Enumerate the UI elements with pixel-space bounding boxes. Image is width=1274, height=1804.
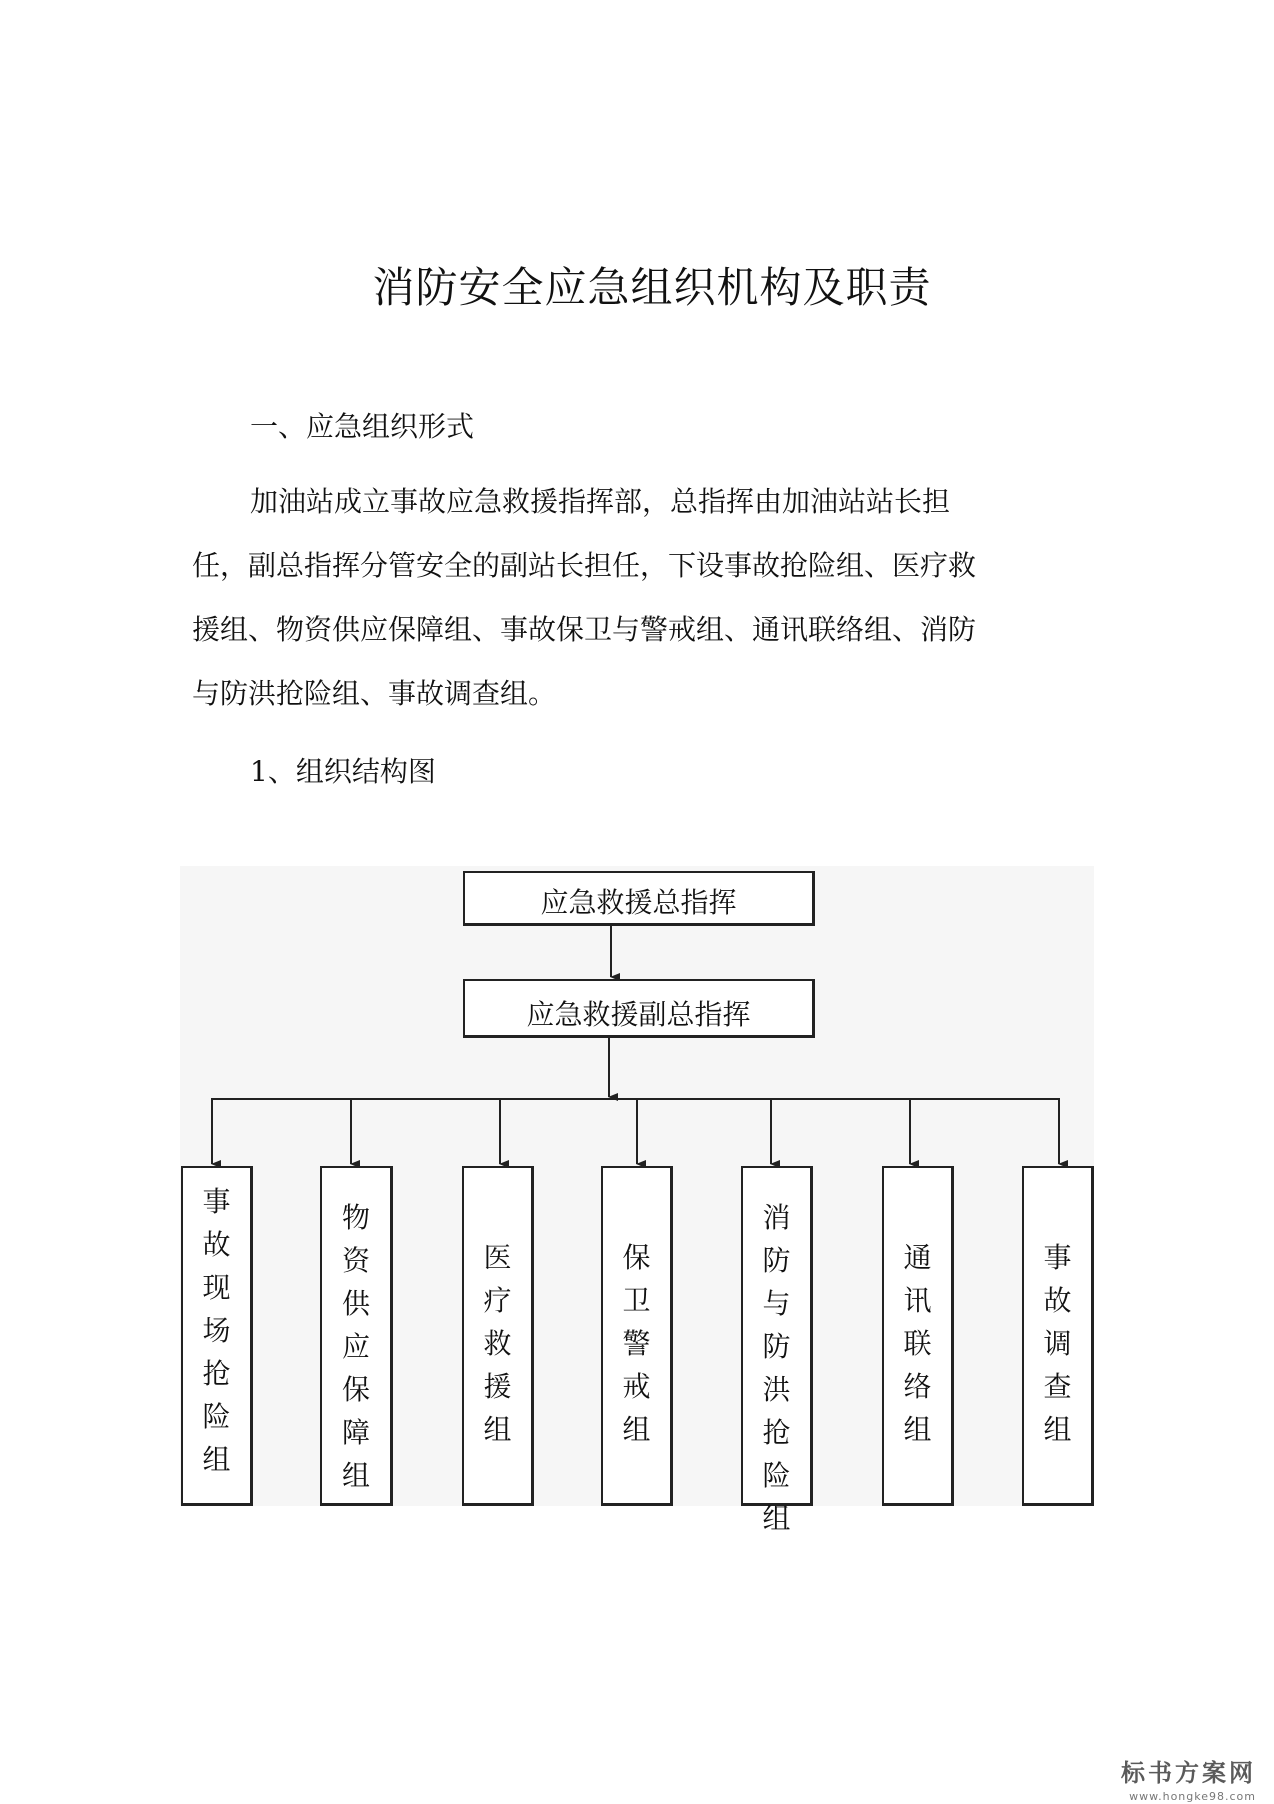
- group-label: 事故现场抢险组: [202, 1185, 231, 1476]
- group-label: 消防与防洪抢险组: [762, 1201, 791, 1535]
- group-box: [462, 1166, 534, 1506]
- group-box: [882, 1166, 954, 1506]
- group-box: [1022, 1166, 1094, 1506]
- paragraph-line: 任，副总指挥分管安全的副站长担任，下设事故抢险组、医疗救: [192, 549, 977, 582]
- group-label: 通讯联络组: [903, 1241, 932, 1446]
- watermark-url: www.hongke98.com: [1129, 1790, 1256, 1803]
- watermark: [1121, 1753, 1256, 1803]
- page-title: 消防安全应急组织机构及职责: [372, 263, 932, 312]
- group-box: [320, 1166, 393, 1506]
- paragraph-line: 援组、物资供应保障组、事故保卫与警戒组、通讯联络组、消防: [192, 613, 977, 646]
- paragraph-line: 加油站成立事故应急救援指挥部，总指挥由加油站站长担: [250, 485, 951, 518]
- commander-label: 应急救援总指挥: [540, 886, 737, 919]
- paragraph-line: 与防洪抢险组、事故调查组。: [192, 677, 557, 710]
- commander-box: [463, 871, 815, 926]
- deputy-commander-box: [463, 979, 815, 1038]
- section-heading: 一、应急组织形式: [250, 410, 475, 443]
- group-box: [741, 1166, 813, 1535]
- subsection-heading: 1、组织结构图: [250, 755, 436, 788]
- group-label: 物资供应保障组: [341, 1201, 370, 1492]
- watermark-name: 标书方案网: [1121, 1759, 1256, 1787]
- group-label: 保卫警戒组: [622, 1241, 651, 1446]
- group-box: [601, 1166, 673, 1506]
- group-box: [181, 1166, 253, 1506]
- deputy-commander-label: 应急救援副总指挥: [526, 998, 751, 1031]
- group-label: 事故调查组: [1043, 1241, 1072, 1446]
- group-label: 医疗救援组: [483, 1241, 512, 1446]
